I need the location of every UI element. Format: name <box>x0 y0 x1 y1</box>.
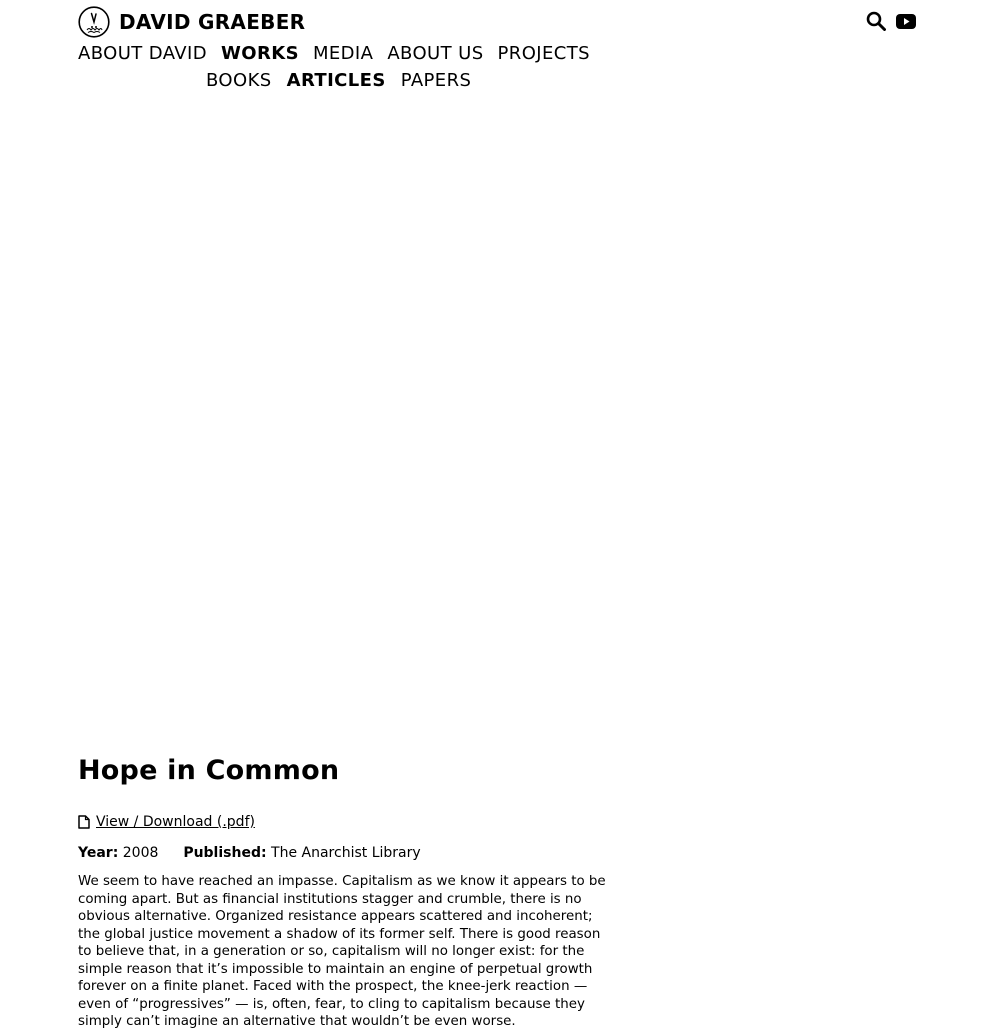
published-value: The Anarchist Library <box>271 845 421 861</box>
download-pdf-link[interactable]: View / Download (.pdf) <box>96 814 255 830</box>
subnav-item-books[interactable]: BOOKS <box>206 70 272 91</box>
subnav-item-articles[interactable]: ARTICLES <box>286 70 386 91</box>
nav-item-about-david[interactable]: ABOUT DAVID <box>78 43 207 64</box>
nav-item-works[interactable]: WORKS <box>221 43 299 64</box>
document-icon <box>78 815 90 829</box>
published-label: Published: <box>183 845 267 861</box>
youtube-icon[interactable] <box>896 14 916 29</box>
site-logo-link[interactable] <box>78 6 305 38</box>
search-icon[interactable] <box>866 11 886 31</box>
site-name: DAVID GRAEBER <box>119 10 306 34</box>
nav-item-media[interactable]: MEDIA <box>312 43 374 64</box>
nav-item-projects[interactable]: PROJECTS <box>497 43 590 64</box>
article-title: Hope in Common <box>78 755 340 786</box>
works-sub-nav <box>206 70 486 92</box>
year-label: Year: <box>78 845 119 861</box>
nav-item-about-us[interactable]: ABOUT US <box>387 43 484 64</box>
header-actions <box>866 11 916 31</box>
download-row <box>78 813 255 831</box>
year-value: 2008 <box>122 845 159 861</box>
article-meta <box>78 844 421 862</box>
article-body: We seem to have reached an impasse. Capitalism as we know it appears to be coming apart. But as financial institutions stagger and crumble, there is no obvious alternative. Organized resistance appears scattered and incoherent; the global justice movement a shadow of its former self. There is good reason to believe that, in a generation or so, capitalism will no longer exist: for the simple reason that it’s impossible to maintain an engine of perpetual growth forever on a finite planet. Faced with the prospect, the knee-jerk reaction — even of “progressives” — is, often, fear, to cling to capitalism because they simply can’t imagine an alternative that wouldn’t be even worse. <box>78 874 606 1029</box>
clock-seal-logo-icon <box>78 6 110 38</box>
subnav-item-papers[interactable]: PAPERS <box>400 70 472 91</box>
main-nav <box>78 43 604 65</box>
